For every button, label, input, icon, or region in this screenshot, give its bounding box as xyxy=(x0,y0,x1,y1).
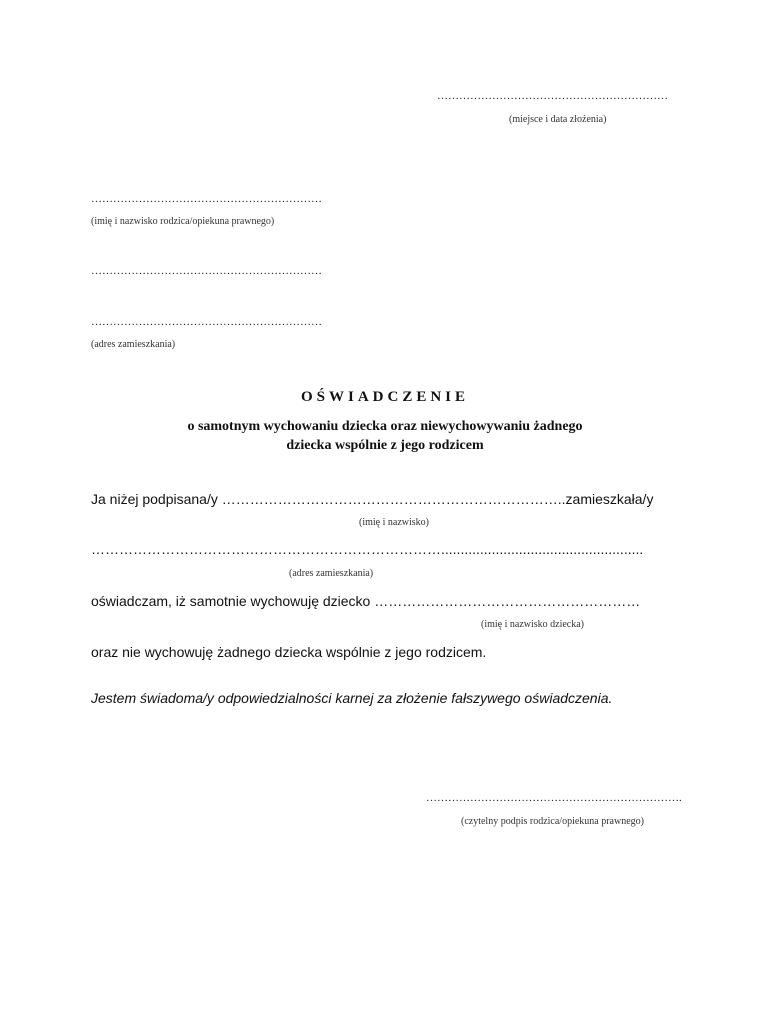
place-date-caption: (miejsce i data złożenia) xyxy=(509,114,607,125)
declarant-name-caption: (imię i nazwisko) xyxy=(359,517,429,528)
declarant-address-line: ………………………………………………………………….................................................... xyxy=(91,541,644,557)
document-subtitle-line-1: o samotnym wychowaniu dziecka oraz niewychowywaniu żadnego xyxy=(187,419,583,434)
declarant-address-caption: (adres zamieszkania) xyxy=(289,568,374,579)
child-line: oświadczam, iż samotnie wychowuję dziecko ………………………………………………… xyxy=(91,593,641,609)
address-caption: (adres zamieszkania) xyxy=(91,339,176,350)
liability-statement: Jestem świadoma/y odpowiedzialności karnej za złożenie fałszywego oświadczenia. xyxy=(91,690,613,706)
parent-name-caption: (imię i nazwisko rodzica/opiekuna prawnego) xyxy=(91,216,275,227)
place-date-field: ……………………………………………………… xyxy=(437,90,668,102)
address-field-line-2: ……………………………………………………… xyxy=(91,316,322,328)
child-name-caption: (imię i nazwisko dziecka) xyxy=(481,619,585,630)
document-subtitle-line-2: dziecka wspólnie z jego rodzicem xyxy=(286,438,484,453)
signature-caption: (czytelny podpis rodzica/opiekuna prawnego) xyxy=(461,816,644,827)
not-raising-jointly-line: oraz nie wychowuję żadnego dziecka wspólnie z jego rodzicem. xyxy=(91,644,487,660)
parent-name-field: ……………………………………………………… xyxy=(91,193,322,205)
address-field-line-1: ……………………………………………………… xyxy=(91,265,322,277)
signature-field: ……………………………………………………………. xyxy=(426,792,682,804)
declarant-line: Ja niżej podpisana/y ………………………………………………………………..zamieszkała/y xyxy=(91,491,654,507)
document-title: OŚWIADCZENIE xyxy=(300,389,470,405)
